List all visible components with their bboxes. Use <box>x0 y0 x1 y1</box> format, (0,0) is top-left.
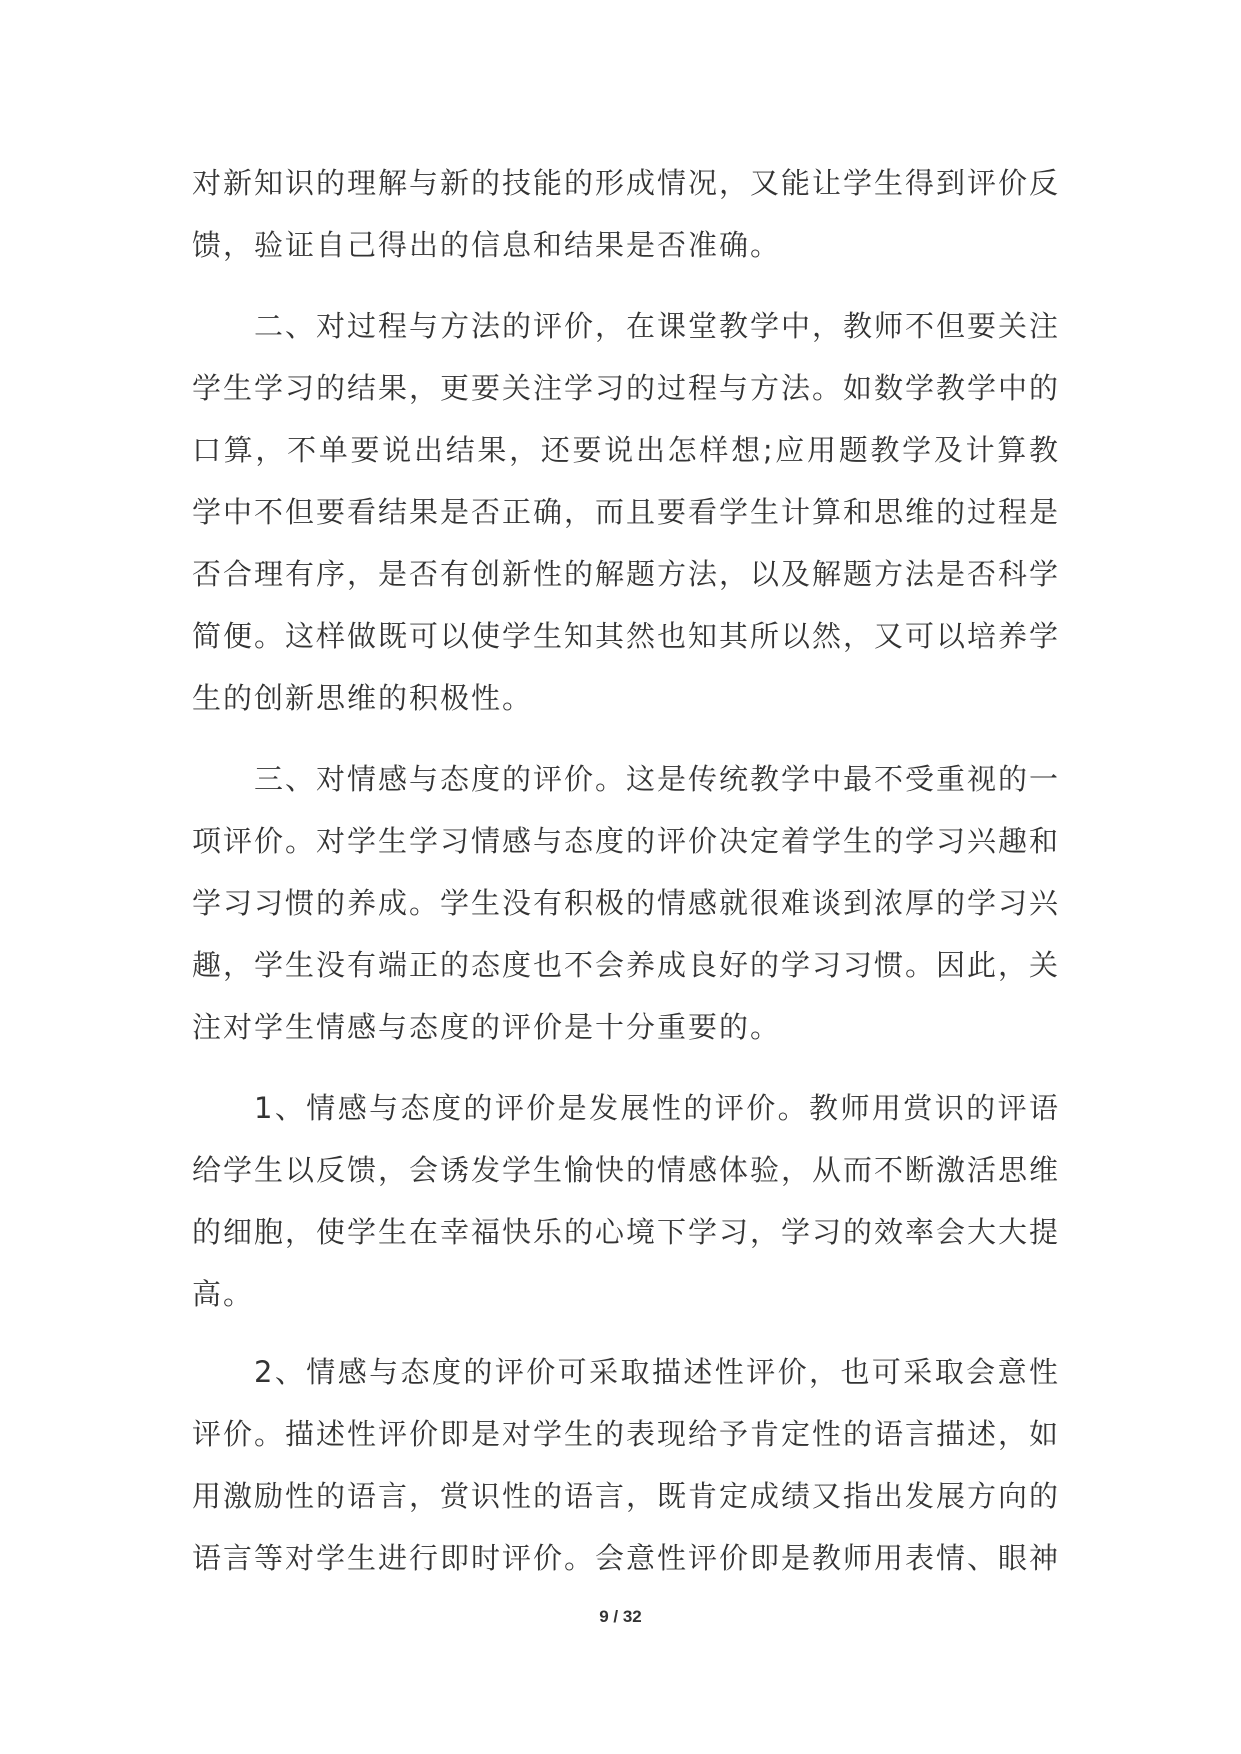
document-body <box>192 152 1060 1589</box>
paragraph-emotion-attitude-evaluation: 三、对情感与态度的评价。这是传统教学中最不受重视的一项评价。对学生学习情感与态度的评价决定着学生的学习兴趣和学习习惯的养成。学生没有积极的情感就很难谈到浓厚的学习兴趣，学生没有端正的态度也不会养成良好的学习习惯。因此，关注对学生情感与态度的评价是十分重要的。 <box>192 762 1061 1044</box>
paragraph-continuation: 对新知识的理解与新的技能的形成情况，又能让学生得到评价反馈，验证自己得出的信息和结果是否准确。 <box>192 166 1061 262</box>
paragraph-process-method-evaluation: 二、对过程与方法的评价，在课堂教学中，教师不但要关注学生学习的结果，更要关注学习的过程与方法。如数学教学中的口算，不单要说出结果，还要说出怎样想;应用题教学及计算教学中不但要看结果是否正确，而且要看学生计算和思维的过程是否合理有序，是否有创新性的解题方法，以及解题方法是否科学简便。这样做既可以使学生知其然也知其所以然，又可以培养学生的创新思维的积极性。 <box>192 309 1061 715</box>
paragraph-item-1: 1、情感与态度的评价是发展性的评价。教师用赏识的评语给学生以反馈，会诱发学生愉快的情感体验，从而不断激活思维的细胞，使学生在幸福快乐的心境下学习，学习的效率会大大提高。 <box>192 1091 1061 1311</box>
page-number: 9 / 32 <box>599 1607 642 1626</box>
paragraph-item-2: 2、情感与态度的评价可采取描述性评价，也可采取会意性评价。描述性评价即是对学生的表现给予肯定性的语言描述，如用激励性的语言，赏识性的语言，既肯定成绩又指出发展方向的语言等对学生进行即时评价。会意性评价即是教师用表情、眼神 <box>192 1355 1061 1575</box>
